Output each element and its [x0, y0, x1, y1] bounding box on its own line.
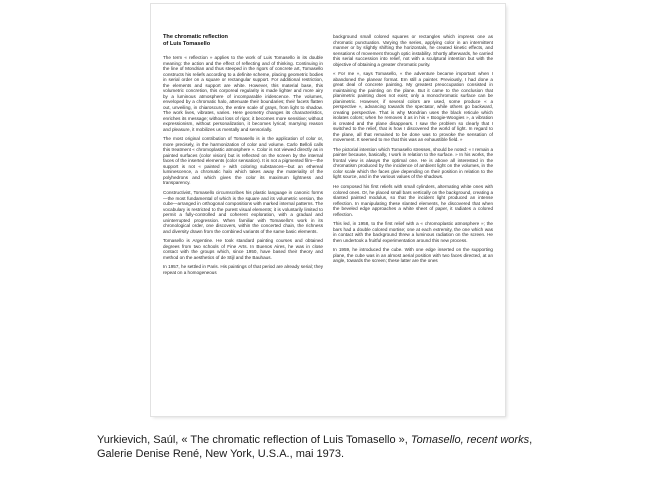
title-line-1: The chromatic reflection [163, 34, 228, 40]
paragraph: background small colored squares or rectangles which impress one as chromatic punctuation. Varying the series, applying color in an intermittent manner or by slightly shifting the horizontals, he created kinetic effects, and sensations of movement through optic instability. Shortly afterwards, he carried this serial succession into relief, not with a sculptural intention but with the objective of obtaining a greater chromatic purity. [333, 34, 493, 67]
caption-author: Yurkievich, Saúl, « The chromatic reflection of Luis Tomasello », [97, 434, 411, 446]
citation-caption [97, 433, 557, 461]
paragraph: He composed his first reliefs with small cylinders, alternating white ones with colored ones. Or, he placed small bars vertically on the background, creating a slanted painted modulus, so that the incident light produced an intense reflection. In manipulating these slanted elements, he discovered that when the beveled edge approaches a white sheet of paper, it radiates a colored reflection. [333, 184, 493, 217]
right-column [333, 34, 493, 410]
paragraph: In 1959, he introduced the cube. With one edge inserted on the supporting plane, the cube was in an almost aerial position with two faces directed, at an angle, towards the screen; these latter are the ones [333, 247, 493, 264]
paragraph: In 1957, he settled in Paris. His paintings of that period are already serial; they repeat on a homogeneous [163, 264, 323, 275]
paragraph: Constructivist, Tomasello circumscribes his plastic language in canonic forms—the most fundamental of which is the square and its volumetric version, the cube—arranged in orthogonal compositions with marked internal patterns. The vocabulary is restricted to the purest visual elements; it is voluntarily limited to permit a fully-controlled and coherent exploration, with a gradual and uninterrupted progression. When familiar with Tomasello's work in its chronological order, one discovers, within the concerted chain, the richness and diversity drawn from the combined variants of the same basic elements. [163, 190, 323, 234]
caption-book-title: Tomasello, recent works [410, 434, 530, 446]
paragraph: Tomasello is Argentine. He took standard painting courses and obtained degrees from two schools of Fine Arts. In Buenos Aires, he was in close contact with the groups which, since 1950, have based their theory and method on the aesthetics of de Stijl and the Bauhaus. [163, 238, 323, 260]
scanned-page [151, 4, 505, 416]
paragraph: The term « reflection » applies to the work of Luis Tomasello in its double meaning: the action and the effect of reflecting and of thinking. Continuing in the line of Mondrian and thus steeped in the rigors of concrete art, Tomasello constructs his reliefs according to a definite scheme, placing geometric bodies in serial order on a square or rectangular support. For additional restriction, the elements and support are white. However, this material base, this volumetric concretion, this corporeal regularity is made lighter and more airy by a luminous atmosphere of incomparable iridescence. The volumes, enveloped by a chromatic halo, attenuate their boundaries; their facets flatten out, unveiling, in chiaroscuro, the entire scale of grays, from light to shadow. The work lives, vibrates, varies. Here geometry changes its characteristics, enriches its message; without loss of rigor, it becomes more sensitive; without expressionism, without personalization, it becomes lyrical; marrying reason and pleasure, it mobilizes us mentally and sensorially. [163, 55, 323, 132]
left-column [163, 34, 323, 410]
article-title [163, 34, 323, 47]
paragraph: « For me », says Tomasello, « the adventure became important when I abandoned the planear format. Em still a painter. Previously, I had done a great deal of concrete painting. My greatest preoccupation consisted in maintaining the painting on the plane. But it came to the conclusion that planimetric painting does not exist; only a monochromatic surface can be planimetric. However, if several colors are used, some produce « a perspective », advancing towards the spectator, while others go backward, creating perspective. That is why Mondrian uses the black reticule which isolates colors; when he removes it as in his « Boogie-Woogies », a vibration is created and the plane disappears. I saw the problem so clearly that I switched to the relief, that is how I discovered the world of light. In regard to the plane, all that remained to be done was to provoke the sensation of movement. It seemed to me that this was an exhaustible field. » [333, 71, 493, 143]
paragraph: The pictorial intention which Tomasello stresses, should be noted: « I remain a painter because, basically, I work in relation to the surface. » In his works, the frontal view is always the optimal one. He is above all interested in the chromatism produced by the incidence of ambient light on the volumes, in the color scale which the faces give depending on their position in relation to the light source, and in the various values of the shadows. [333, 146, 493, 180]
caption-publisher: , Galerie Denise René, New York, U.S.A., mai 1973. [97, 434, 533, 460]
title-line-2: of Luis Tomasello [163, 40, 211, 47]
paragraph: The most original contribution of Tomasello is in the application of color or, more precisely, in the harmonization of color and volume. Carlo Belloli calls this treatment « chromoplastic atmosphere ». Color is not viewed directly as in painted surfaces (color vision) but is reflected on the screen by the internal faces of the inserted elements (color sensation). It is not a pigmented film—the support is not « painted » with coloring substances—but an ethereal luminescence, a chromatic halo which takes away the materiality of the polyhedrons and which gives the color its maximum lightness and transparency. [163, 136, 323, 186]
paragraph: This led, in 1958, to the first relief with a « chromoplastic atmosphere »; the bars had a double colored mortise; one at each extremity, the one which was in contact with the background threw a luminous radiation on the screen. He then undertook a fruitful experimentation around this new process. [333, 221, 493, 243]
